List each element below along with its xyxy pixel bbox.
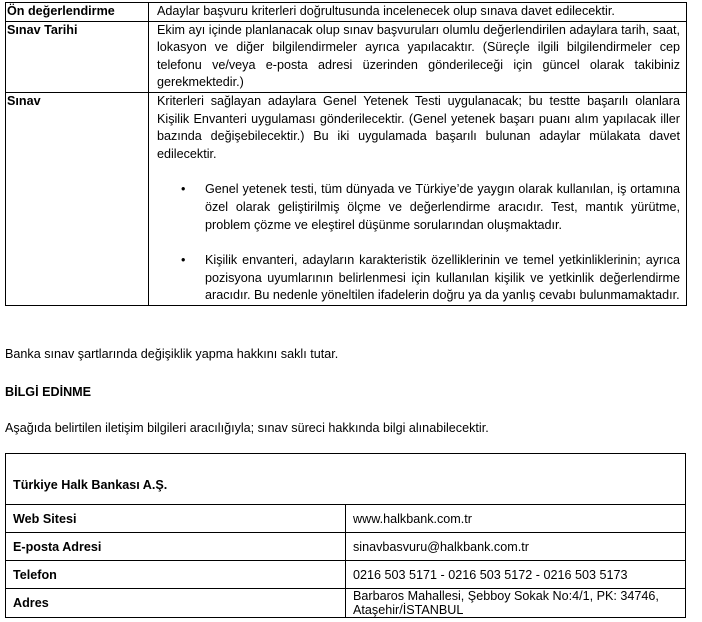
table-header-row	[6, 454, 686, 505]
contact-intro: Aşağıda belirtilen iletişim bilgileri aracılığıyla; sınav süreci hakkında bilgi alınabilecektir.	[5, 421, 489, 435]
table-row	[6, 589, 686, 618]
row-label: Ön değerlendirme	[6, 3, 149, 22]
website-link[interactable]: www.halkbank.com.tr	[346, 505, 686, 533]
section-heading: BİLGİ EDİNME	[5, 385, 92, 399]
table-row	[6, 533, 686, 561]
list-item	[157, 252, 680, 305]
bullet-icon: •	[181, 182, 186, 197]
address-value: Barbaros Mahallesi, Şebboy Sokak No:4/1, PK: 34746, Ataşehir/İSTANBUL	[346, 589, 686, 618]
table-row	[6, 3, 687, 22]
bullet-text: Genel yetenek testi, tüm dünyada ve Türkiye’de yaygın olarak kullanılan, iş ortamına özel olarak geliştirilmiş ölçme ve değerlendirme aracıdır. Test, mantık yürütme, problem çözme ve eleştirel düşünme sorularından oluşmaktadır.	[205, 182, 680, 232]
list-item	[157, 181, 680, 234]
contact-label: Adres	[6, 589, 346, 618]
contact-label: E-posta Adresi	[6, 533, 346, 561]
row-value	[149, 92, 687, 305]
bank-name: Türkiye Halk Bankası A.Ş.	[6, 454, 686, 505]
bullet-text: Kişilik envanteri, adayların karakteristik özelliklerinin ve temel yetkinliklerinin; ayrıca pozisyona uyumlarının belirlenmesi için kullanılan kişilik ve yetkinlik değerlendirme aracıdır. Bu nedenle yöneltilen ifadelerin doğru ya da yanlış cevabı bulunmamaktadır.	[205, 253, 680, 303]
table-row	[6, 92, 687, 305]
row-value: Ekim ayı içinde planlanacak olup sınav başvuruları olumlu değerlendirilen adaylara tarih, saat, lokasyon ve diğer bilgilendirmeler ayrıca yapılacaktır. (Süreçle ilgili bilgilendirmeler cep telefonu ve/veya e-posta adresi üzerinden gönderileceği için güncel olarak takibiniz gerekmektedir.)	[149, 21, 687, 92]
table-row	[6, 21, 687, 92]
table-row	[6, 505, 686, 533]
contact-label: Web Sitesi	[6, 505, 346, 533]
criteria-table	[5, 2, 687, 306]
row-label: Sınav Tarihi	[6, 21, 149, 92]
bullet-icon: •	[181, 253, 186, 268]
table-row	[6, 561, 686, 589]
email-link[interactable]: sinavbasvuru@halkbank.com.tr	[346, 533, 686, 561]
contact-label: Telefon	[6, 561, 346, 589]
terms-note: Banka sınav şartlarında değişiklik yapma hakkını saklı tutar.	[5, 347, 339, 361]
contact-table	[5, 453, 686, 618]
row-label: Sınav	[6, 92, 149, 305]
exam-description: Kriterleri sağlayan adaylara Genel Yetenek Testi uygulanacak; bu testte başarılı olanlara Kişilik Envanteri uygulaması gönderilecektir. (Genel yetenek başarı puanı alım yapılacak iller bazında değişebilecektir.) Bu iki uygulamada başarılı bulunan adaylar mülakata davet edilecektir.	[157, 93, 680, 161]
row-value: Adaylar başvuru kriterleri doğrultusunda incelenecek olup sınava davet edilecektir.	[149, 3, 687, 22]
exam-bullet-list	[157, 181, 680, 305]
phone-value: 0216 503 5171 - 0216 503 5172 - 0216 503 5173	[346, 561, 686, 589]
